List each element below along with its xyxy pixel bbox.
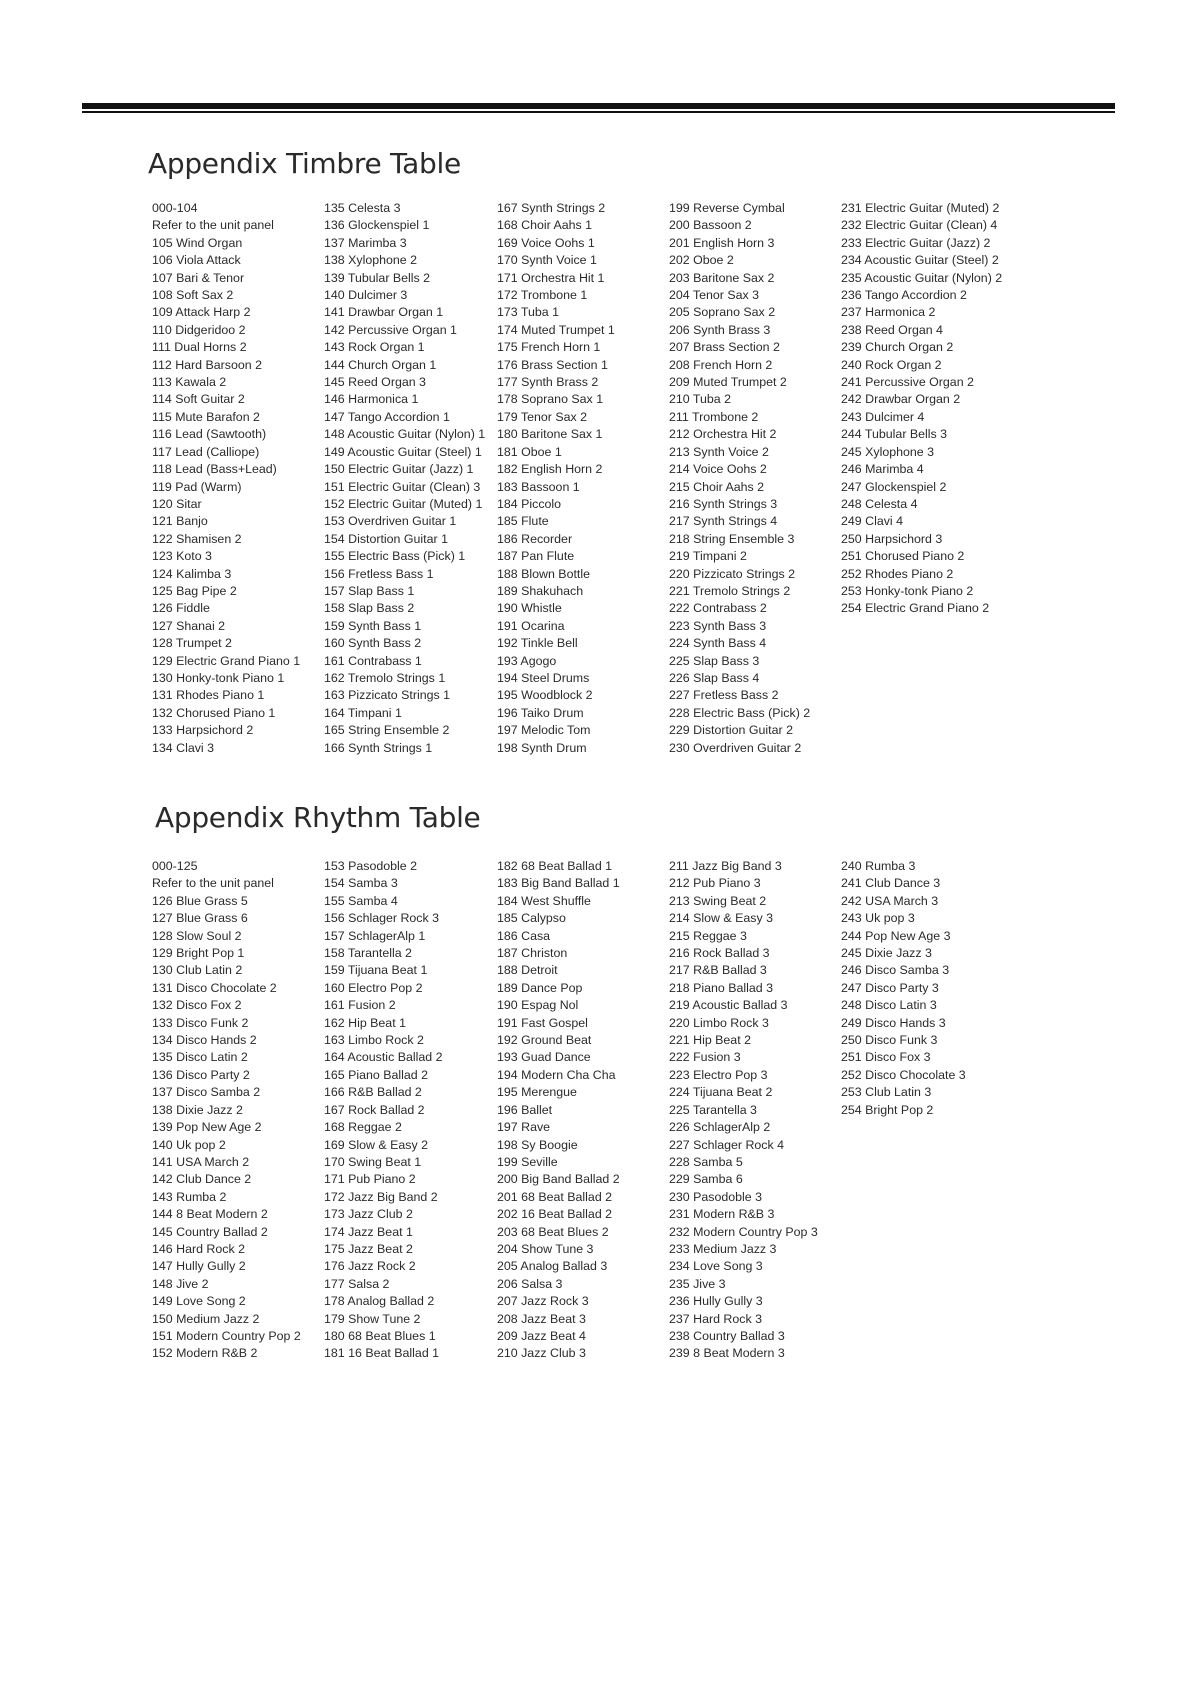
table-entry: 133 Disco Funk 2 xyxy=(152,1015,249,1030)
table-entry: 144 Church Organ 1 xyxy=(324,357,437,372)
table-entry: 212 Orchestra Hit 2 xyxy=(669,427,777,442)
timbre-table-title: Appendix Timbre Table xyxy=(148,147,461,180)
table-entry: 237 Harmonica 2 xyxy=(841,305,936,320)
table-entry: 216 Synth Strings 3 xyxy=(669,496,778,511)
table-entry: 234 Acoustic Guitar (Steel) 2 xyxy=(841,253,999,268)
table-entry: 115 Mute Barafon 2 xyxy=(152,409,260,424)
table-entry: 165 Piano Ballad 2 xyxy=(324,1067,429,1082)
table-entry: 146 Harmonica 1 xyxy=(324,392,419,407)
table-entry: 232 Modern Country Pop 3 xyxy=(669,1224,818,1239)
table-entry: 166 R&B Ballad 2 xyxy=(324,1085,422,1100)
table-entry: 186 Casa xyxy=(497,928,551,943)
table-entry: 248 Disco Latin 3 xyxy=(841,998,937,1013)
table-entry: 220 Limbo Rock 3 xyxy=(669,1015,769,1030)
table-entry: 135 Celesta 3 xyxy=(324,201,401,215)
table-entry: 137 Marimba 3 xyxy=(324,235,407,250)
table-entry: 215 Choir Aahs 2 xyxy=(669,479,765,494)
table-entry: 237 Hard Rock 3 xyxy=(669,1311,762,1326)
table-entry: 161 Contrabass 1 xyxy=(324,653,422,668)
table-entry: 228 Samba 5 xyxy=(669,1154,743,1169)
table-entry: 185 Flute xyxy=(497,514,549,529)
table-entry: 233 Medium Jazz 3 xyxy=(669,1241,777,1256)
table-entry: 236 Hully Gully 3 xyxy=(669,1294,763,1309)
table-entry: 171 Pub Piano 2 xyxy=(324,1172,416,1187)
table-entry: 205 Analog Ballad 3 xyxy=(497,1259,608,1274)
table-entry: 235 Acoustic Guitar (Nylon) 2 xyxy=(841,270,1003,285)
table-entry: 131 Rhodes Piano 1 xyxy=(152,688,265,703)
table-entry: 229 Samba 6 xyxy=(669,1172,743,1187)
table-entry: 110 Didgeridoo 2 xyxy=(152,322,246,337)
table-entry: 171 Orchestra Hit 1 xyxy=(497,270,605,285)
table-entry: 247 Glockenspiel 2 xyxy=(841,479,947,494)
table-entry: 211 Jazz Big Band 3 xyxy=(669,859,782,873)
table-entry: 134 Disco Hands 2 xyxy=(152,1033,257,1048)
table-entry: 111 Dual Horns 2 xyxy=(152,340,247,355)
timbre-column-2 xyxy=(324,200,485,757)
table-entry: 250 Disco Funk 3 xyxy=(841,1033,938,1048)
table-entry: 243 Uk pop 3 xyxy=(841,911,915,926)
table-entry: 245 Dixie Jazz 3 xyxy=(841,946,932,961)
table-entry: 156 Fretless Bass 1 xyxy=(324,566,434,581)
table-entry: 170 Swing Beat 1 xyxy=(324,1154,422,1169)
table-entry: 168 Reggae 2 xyxy=(324,1120,402,1135)
table-entry: 223 Synth Bass 3 xyxy=(669,618,767,633)
table-entry: 153 Overdriven Guitar 1 xyxy=(324,514,457,529)
table-entry: 160 Electro Pop 2 xyxy=(324,980,423,995)
table-entry: 210 Tuba 2 xyxy=(669,392,732,407)
table-entry: 245 Xylophone 3 xyxy=(841,444,935,459)
table-entry: 173 Jazz Club 2 xyxy=(324,1207,413,1222)
table-entry: 251 Disco Fox 3 xyxy=(841,1050,931,1065)
table-entry: 000-125 xyxy=(152,859,198,873)
table-entry: 190 Espag Nol xyxy=(497,998,579,1013)
table-entry: 221 Hip Beat 2 xyxy=(669,1033,751,1048)
table-entry: 231 Electric Guitar (Muted) 2 xyxy=(841,201,1000,215)
table-entry: 193 Agogo xyxy=(497,653,557,668)
table-entry: 224 Tijuana Beat 2 xyxy=(669,1085,773,1100)
table-entry: 140 Uk pop 2 xyxy=(152,1137,226,1152)
table-entry: 165 String Ensemble 2 xyxy=(324,723,450,738)
timbre-column-1 xyxy=(152,200,300,757)
table-entry: 158 Tarantella 2 xyxy=(324,946,412,961)
table-entry: 159 Tijuana Beat 1 xyxy=(324,963,428,978)
table-entry: 147 Hully Gully 2 xyxy=(152,1259,246,1274)
table-entry: 136 Glockenspiel 1 xyxy=(324,218,430,233)
table-entry: 177 Synth Brass 2 xyxy=(497,375,599,390)
table-entry: 249 Disco Hands 3 xyxy=(841,1015,946,1030)
table-entry: 206 Salsa 3 xyxy=(497,1276,563,1291)
table-entry: 167 Rock Ballad 2 xyxy=(324,1102,425,1117)
table-entry: 157 Slap Bass 1 xyxy=(324,583,415,598)
table-entry: 149 Acoustic Guitar (Steel) 1 xyxy=(324,444,482,459)
table-entry: 117 Lead (Calliope) xyxy=(152,444,260,459)
table-entry: 238 Country Ballad 3 xyxy=(669,1328,785,1343)
table-entry: 178 Analog Ballad 2 xyxy=(324,1294,435,1309)
table-entry: 153 Pasodoble 2 xyxy=(324,859,418,873)
table-entry: 253 Club Latin 3 xyxy=(841,1085,932,1100)
table-entry: 239 8 Beat Modern 3 xyxy=(669,1346,785,1361)
table-entry: 215 Reggae 3 xyxy=(669,928,747,943)
table-entry: 150 Electric Guitar (Jazz) 1 xyxy=(324,462,474,477)
table-entry: 206 Synth Brass 3 xyxy=(669,322,771,337)
table-entry: 244 Tubular Bells 3 xyxy=(841,427,948,442)
table-entry: 163 Pizzicato Strings 1 xyxy=(324,688,451,703)
table-entry: 247 Disco Party 3 xyxy=(841,980,939,995)
table-entry: 174 Jazz Beat 1 xyxy=(324,1224,413,1239)
header-rule-thick xyxy=(82,103,1115,109)
table-entry: 158 Slap Bass 2 xyxy=(324,601,415,616)
table-entry: 220 Pizzicato Strings 2 xyxy=(669,566,796,581)
table-entry: 180 68 Beat Blues 1 xyxy=(324,1328,436,1343)
table-entry: 221 Tremolo Strings 2 xyxy=(669,583,791,598)
table-entry: 106 Viola Attack xyxy=(152,253,241,268)
table-entry: 202 16 Beat Ballad 2 xyxy=(497,1207,613,1222)
table-entry: 198 Synth Drum xyxy=(497,740,587,755)
table-entry: 233 Electric Guitar (Jazz) 2 xyxy=(841,235,991,250)
table-entry: 179 Tenor Sax 2 xyxy=(497,409,588,424)
table-entry: 187 Christon xyxy=(497,946,568,961)
table-entry: 143 Rock Organ 1 xyxy=(324,340,425,355)
table-entry: 200 Big Band Ballad 2 xyxy=(497,1172,620,1187)
table-entry: 213 Swing Beat 2 xyxy=(669,893,767,908)
table-entry: 173 Tuba 1 xyxy=(497,305,560,320)
table-entry: 205 Soprano Sax 2 xyxy=(669,305,776,320)
table-entry: 157 SchlagerAlp 1 xyxy=(324,928,426,943)
header-rule-thin xyxy=(82,111,1115,113)
table-entry: 127 Blue Grass 6 xyxy=(152,911,248,926)
table-entry: 163 Limbo Rock 2 xyxy=(324,1033,424,1048)
rhythm-column-2 xyxy=(324,858,442,1363)
table-entry: 154 Distortion Guitar 1 xyxy=(324,531,448,546)
table-entry: 107 Bari & Tenor xyxy=(152,270,245,285)
table-entry: 254 Electric Grand Piano 2 xyxy=(841,601,990,616)
table-entry: 144 8 Beat Modern 2 xyxy=(152,1207,268,1222)
table-entry: 235 Jive 3 xyxy=(669,1276,726,1291)
table-entry: 188 Detroit xyxy=(497,963,558,978)
table-entry: 198 Sy Boogie xyxy=(497,1137,578,1152)
table-entry: 183 Bassoon 1 xyxy=(497,479,580,494)
table-entry: 203 Baritone Sax 2 xyxy=(669,270,775,285)
table-entry: 176 Jazz Rock 2 xyxy=(324,1259,416,1274)
table-entry: 167 Synth Strings 2 xyxy=(497,201,606,215)
table-entry: Refer to the unit panel xyxy=(152,876,274,891)
table-entry: 109 Attack Harp 2 xyxy=(152,305,251,320)
table-entry: 232 Electric Guitar (Clean) 4 xyxy=(841,218,998,233)
table-entry: 135 Disco Latin 2 xyxy=(152,1050,248,1065)
table-entry: 108 Soft Sax 2 xyxy=(152,288,234,303)
table-entry: 209 Jazz Beat 4 xyxy=(497,1328,586,1343)
table-entry: 152 Electric Guitar (Muted) 1 xyxy=(324,496,483,511)
table-entry: 181 Oboe 1 xyxy=(497,444,562,459)
table-entry: 162 Tremolo Strings 1 xyxy=(324,670,446,685)
table-entry: 168 Choir Aahs 1 xyxy=(497,218,593,233)
table-entry: 218 Piano Ballad 3 xyxy=(669,980,774,995)
table-entry: 249 Clavi 4 xyxy=(841,514,903,529)
table-entry: 186 Recorder xyxy=(497,531,573,546)
table-entry: 149 Love Song 2 xyxy=(152,1294,246,1309)
table-entry: 131 Disco Chocolate 2 xyxy=(152,980,277,995)
table-entry: 136 Disco Party 2 xyxy=(152,1067,250,1082)
table-entry: 169 Voice Oohs 1 xyxy=(497,235,595,250)
table-entry: 226 Slap Bass 4 xyxy=(669,670,760,685)
timbre-column-4 xyxy=(669,200,810,757)
table-entry: 252 Disco Chocolate 3 xyxy=(841,1067,966,1082)
table-entry: 126 Blue Grass 5 xyxy=(152,893,248,908)
table-entry: 240 Rumba 3 xyxy=(841,859,916,873)
table-entry: 201 68 Beat Ballad 2 xyxy=(497,1189,613,1204)
table-entry: 172 Trombone 1 xyxy=(497,288,588,303)
table-entry: 105 Wind Organ xyxy=(152,235,243,250)
table-entry: 208 French Horn 2 xyxy=(669,357,773,372)
table-entry: 155 Samba 4 xyxy=(324,893,398,908)
table-entry: 187 Pan Flute xyxy=(497,549,575,564)
table-entry: 184 Piccolo xyxy=(497,496,562,511)
table-entry: 179 Show Tune 2 xyxy=(324,1311,421,1326)
table-entry: 129 Electric Grand Piano 1 xyxy=(152,653,301,668)
table-entry: 208 Jazz Beat 3 xyxy=(497,1311,586,1326)
table-entry: 164 Timpani 1 xyxy=(324,705,402,720)
table-entry: 170 Synth Voice 1 xyxy=(497,253,597,268)
table-entry: 196 Ballet xyxy=(497,1102,553,1117)
table-entry: 178 Soprano Sax 1 xyxy=(497,392,604,407)
table-entry: 176 Brass Section 1 xyxy=(497,357,608,372)
table-entry: 229 Distortion Guitar 2 xyxy=(669,723,793,738)
table-entry: 159 Synth Bass 1 xyxy=(324,618,422,633)
table-entry: 191 Ocarina xyxy=(497,618,565,633)
table-entry: 141 Drawbar Organ 1 xyxy=(324,305,444,320)
table-entry: 219 Timpani 2 xyxy=(669,549,747,564)
table-entry: 148 Jive 2 xyxy=(152,1276,209,1291)
table-entry: 126 Fiddle xyxy=(152,601,210,616)
rhythm-table-title: Appendix Rhythm Table xyxy=(155,801,481,834)
table-entry: 185 Calypso xyxy=(497,911,566,926)
table-entry: 197 Rave xyxy=(497,1120,551,1135)
table-entry: 183 Big Band Ballad 1 xyxy=(497,876,620,891)
table-entry: 196 Taiko Drum xyxy=(497,705,584,720)
table-entry: 156 Schlager Rock 3 xyxy=(324,911,440,926)
table-entry: 174 Muted Trumpet 1 xyxy=(497,322,615,337)
table-entry: 121 Banjo xyxy=(152,514,208,529)
table-entry: 217 Synth Strings 4 xyxy=(669,514,778,529)
table-entry: 000-104 xyxy=(152,201,198,215)
table-entry: 169 Slow & Easy 2 xyxy=(324,1137,429,1152)
rhythm-column-3 xyxy=(497,858,620,1363)
table-entry: 134 Clavi 3 xyxy=(152,740,214,755)
table-entry: 180 Baritone Sax 1 xyxy=(497,427,603,442)
table-entry: 142 Percussive Organ 1 xyxy=(324,322,457,337)
table-entry: 213 Synth Voice 2 xyxy=(669,444,769,459)
table-entry: 199 Reverse Cymbal xyxy=(669,201,785,215)
table-entry: Refer to the unit panel xyxy=(152,218,274,233)
table-entry: 150 Medium Jazz 2 xyxy=(152,1311,260,1326)
table-entry: 216 Rock Ballad 3 xyxy=(669,946,770,961)
table-entry: 204 Tenor Sax 3 xyxy=(669,288,760,303)
table-entry: 214 Voice Oohs 2 xyxy=(669,462,767,477)
table-entry: 141 USA March 2 xyxy=(152,1154,250,1169)
table-entry: 160 Synth Bass 2 xyxy=(324,636,422,651)
table-entry: 151 Modern Country Pop 2 xyxy=(152,1328,301,1343)
table-entry: 246 Marimba 4 xyxy=(841,462,924,477)
table-entry: 207 Jazz Rock 3 xyxy=(497,1294,589,1309)
table-entry: 224 Synth Bass 4 xyxy=(669,636,767,651)
table-entry: 197 Melodic Tom xyxy=(497,723,591,738)
table-entry: 152 Modern R&B 2 xyxy=(152,1346,258,1361)
rhythm-column-5 xyxy=(841,858,966,1119)
table-entry: 212 Pub Piano 3 xyxy=(669,876,761,891)
table-entry: 195 Woodblock 2 xyxy=(497,688,593,703)
table-entry: 192 Tinkle Bell xyxy=(497,636,578,651)
table-entry: 161 Fusion 2 xyxy=(324,998,396,1013)
table-entry: 231 Modern R&B 3 xyxy=(669,1207,775,1222)
table-entry: 217 R&B Ballad 3 xyxy=(669,963,767,978)
table-entry: 137 Disco Samba 2 xyxy=(152,1085,261,1100)
table-entry: 203 68 Beat Blues 2 xyxy=(497,1224,609,1239)
table-entry: 250 Harpsichord 3 xyxy=(841,531,943,546)
table-entry: 225 Tarantella 3 xyxy=(669,1102,757,1117)
table-entry: 132 Disco Fox 2 xyxy=(152,998,242,1013)
table-entry: 251 Chorused Piano 2 xyxy=(841,549,965,564)
table-entry: 192 Ground Beat xyxy=(497,1033,592,1048)
table-entry: 177 Salsa 2 xyxy=(324,1276,390,1291)
table-entry: 248 Celesta 4 xyxy=(841,496,918,511)
table-entry: 112 Hard Barsoon 2 xyxy=(152,357,262,372)
table-entry: 175 French Horn 1 xyxy=(497,340,601,355)
table-entry: 241 Percussive Organ 2 xyxy=(841,375,974,390)
table-entry: 242 Drawbar Organ 2 xyxy=(841,392,961,407)
table-entry: 207 Brass Section 2 xyxy=(669,340,780,355)
table-entry: 254 Bright Pop 2 xyxy=(841,1102,934,1117)
timbre-column-5 xyxy=(841,200,1002,618)
table-entry: 252 Rhodes Piano 2 xyxy=(841,566,954,581)
table-entry: 190 Whistle xyxy=(497,601,562,616)
table-entry: 146 Hard Rock 2 xyxy=(152,1241,245,1256)
table-entry: 151 Electric Guitar (Clean) 3 xyxy=(324,479,481,494)
table-entry: 127 Shanai 2 xyxy=(152,618,226,633)
table-entry: 172 Jazz Big Band 2 xyxy=(324,1189,438,1204)
table-entry: 142 Club Dance 2 xyxy=(152,1172,252,1187)
table-entry: 195 Merengue xyxy=(497,1085,577,1100)
table-entry: 182 English Horn 2 xyxy=(497,462,603,477)
table-entry: 122 Shamisen 2 xyxy=(152,531,242,546)
table-entry: 230 Pasodoble 3 xyxy=(669,1189,763,1204)
table-entry: 219 Acoustic Ballad 3 xyxy=(669,998,788,1013)
table-entry: 166 Synth Strings 1 xyxy=(324,740,433,755)
table-entry: 164 Acoustic Ballad 2 xyxy=(324,1050,443,1065)
table-entry: 226 SchlagerAlp 2 xyxy=(669,1120,771,1135)
table-entry: 253 Honky-tonk Piano 2 xyxy=(841,583,974,598)
table-entry: 181 16 Beat Ballad 1 xyxy=(324,1346,440,1361)
table-entry: 155 Electric Bass (Pick) 1 xyxy=(324,549,466,564)
table-entry: 201 English Horn 3 xyxy=(669,235,775,250)
table-entry: 230 Overdriven Guitar 2 xyxy=(669,740,802,755)
timbre-column-3 xyxy=(497,200,615,757)
table-entry: 128 Slow Soul 2 xyxy=(152,928,242,943)
table-entry: 154 Samba 3 xyxy=(324,876,398,891)
table-entry: 147 Tango Accordion 1 xyxy=(324,409,450,424)
table-entry: 145 Reed Organ 3 xyxy=(324,375,426,390)
table-entry: 124 Kalimba 3 xyxy=(152,566,232,581)
table-entry: 234 Love Song 3 xyxy=(669,1259,763,1274)
table-entry: 223 Electro Pop 3 xyxy=(669,1067,768,1082)
table-entry: 210 Jazz Club 3 xyxy=(497,1346,586,1361)
table-entry: 204 Show Tune 3 xyxy=(497,1241,594,1256)
table-entry: 139 Tubular Bells 2 xyxy=(324,270,431,285)
table-entry: 130 Honky-tonk Piano 1 xyxy=(152,670,285,685)
table-entry: 194 Modern Cha Cha xyxy=(497,1067,616,1082)
table-entry: 148 Acoustic Guitar (Nylon) 1 xyxy=(324,427,486,442)
table-entry: 214 Slow & Easy 3 xyxy=(669,911,774,926)
table-entry: 222 Fusion 3 xyxy=(669,1050,741,1065)
table-entry: 200 Bassoon 2 xyxy=(669,218,752,233)
table-entry: 114 Soft Guitar 2 xyxy=(152,392,245,407)
table-entry: 211 Trombone 2 xyxy=(669,409,759,424)
table-entry: 188 Blown Bottle xyxy=(497,566,590,581)
table-entry: 243 Dulcimer 4 xyxy=(841,409,925,424)
table-entry: 138 Xylophone 2 xyxy=(324,253,418,268)
table-entry: 129 Bright Pop 1 xyxy=(152,946,245,961)
table-entry: 182 68 Beat Ballad 1 xyxy=(497,859,613,873)
table-entry: 227 Fretless Bass 2 xyxy=(669,688,779,703)
table-entry: 236 Tango Accordion 2 xyxy=(841,288,967,303)
table-entry: 120 Sitar xyxy=(152,496,202,511)
table-entry: 227 Schlager Rock 4 xyxy=(669,1137,785,1152)
table-entry: 191 Fast Gospel xyxy=(497,1015,588,1030)
table-entry: 246 Disco Samba 3 xyxy=(841,963,950,978)
table-entry: 119 Pad (Warm) xyxy=(152,479,242,494)
table-entry: 189 Shakuhach xyxy=(497,583,584,598)
table-entry: 123 Koto 3 xyxy=(152,549,212,564)
table-entry: 128 Trumpet 2 xyxy=(152,636,232,651)
table-entry: 225 Slap Bass 3 xyxy=(669,653,760,668)
table-entry: 194 Steel Drums xyxy=(497,670,590,685)
table-entry: 218 String Ensemble 3 xyxy=(669,531,795,546)
table-entry: 189 Dance Pop xyxy=(497,980,583,995)
table-entry: 130 Club Latin 2 xyxy=(152,963,243,978)
table-entry: 125 Bag Pipe 2 xyxy=(152,583,237,598)
table-entry: 138 Dixie Jazz 2 xyxy=(152,1102,243,1117)
table-entry: 145 Country Ballad 2 xyxy=(152,1224,268,1239)
table-entry: 241 Club Dance 3 xyxy=(841,876,941,891)
table-entry: 175 Jazz Beat 2 xyxy=(324,1241,413,1256)
table-entry: 162 Hip Beat 1 xyxy=(324,1015,406,1030)
table-entry: 118 Lead (Bass+Lead) xyxy=(152,462,277,477)
table-entry: 132 Chorused Piano 1 xyxy=(152,705,276,720)
table-entry: 238 Reed Organ 4 xyxy=(841,322,943,337)
table-entry: 193 Guad Dance xyxy=(497,1050,591,1065)
table-entry: 140 Dulcimer 3 xyxy=(324,288,408,303)
table-entry: 116 Lead (Sawtooth) xyxy=(152,427,267,442)
table-entry: 222 Contrabass 2 xyxy=(669,601,767,616)
table-entry: 242 USA March 3 xyxy=(841,893,939,908)
table-entry: 139 Pop New Age 2 xyxy=(152,1120,262,1135)
table-entry: 228 Electric Bass (Pick) 2 xyxy=(669,705,811,720)
table-entry: 184 West Shuffle xyxy=(497,893,591,908)
table-entry: 239 Church Organ 2 xyxy=(841,340,954,355)
table-entry: 113 Kawala 2 xyxy=(152,375,227,390)
table-entry: 244 Pop New Age 3 xyxy=(841,928,951,943)
rhythm-column-4 xyxy=(669,858,818,1363)
table-entry: 209 Muted Trumpet 2 xyxy=(669,375,787,390)
table-entry: 202 Oboe 2 xyxy=(669,253,734,268)
table-entry: 240 Rock Organ 2 xyxy=(841,357,942,372)
table-entry: 133 Harpsichord 2 xyxy=(152,723,254,738)
rhythm-column-1 xyxy=(152,858,301,1363)
table-entry: 199 Seville xyxy=(497,1154,558,1169)
table-entry: 143 Rumba 2 xyxy=(152,1189,227,1204)
